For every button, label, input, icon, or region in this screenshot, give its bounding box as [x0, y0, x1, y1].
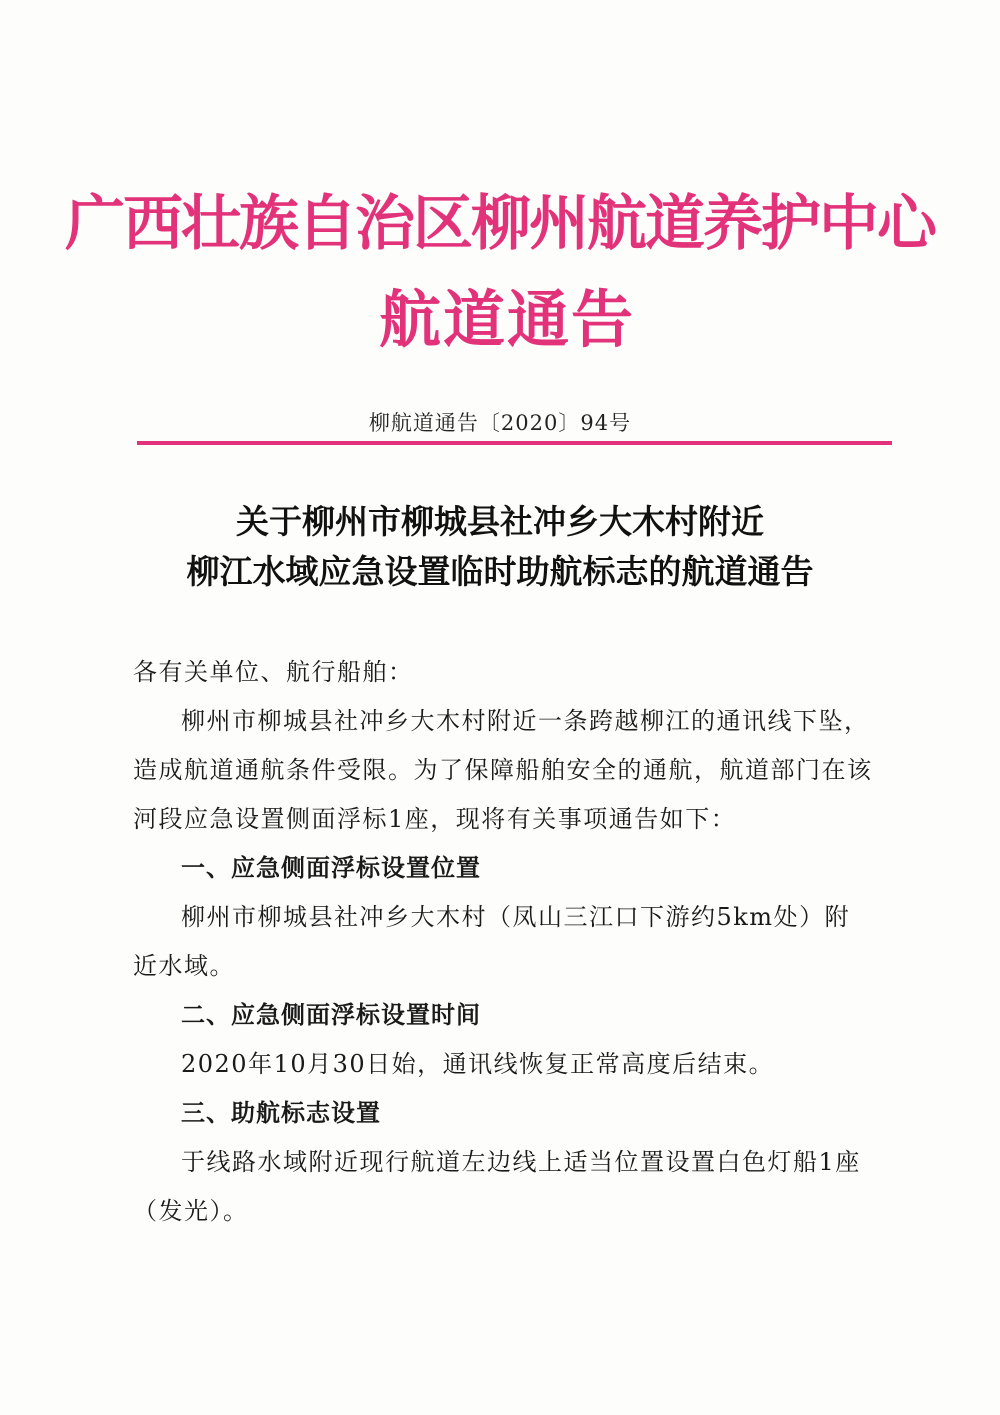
- notice-body: [133, 648, 873, 1236]
- notice-title-line-1: 关于柳州市柳城县社冲乡大木村附近: [236, 502, 764, 541]
- section-1-heading: 一、应急侧面浮标设置位置: [181, 854, 481, 882]
- section-1-text: 柳州市柳城县社冲乡大木村（凤山三江口下游约5km处）附近水域。: [133, 903, 851, 980]
- notice-title: [0, 497, 1000, 597]
- section-3-text: 于线路水域附近现行航道左边线上适当位置设置白色灯船1座（发光）。: [133, 1148, 861, 1225]
- org-title: 广西壮族自治区柳州航道养护中心: [65, 189, 935, 259]
- doc-number: 柳航道通告〔2020〕94号: [368, 411, 632, 435]
- intro-paragraph: 柳州市柳城县社冲乡大木村附近一条跨越柳江的通讯线下坠，造成航道通航条件受限。为了保障船舶安全的通航，航道部门在该河段应急设置侧面浮标1座，现将有关事项通告如下：: [133, 707, 873, 833]
- notice-title-line-2: 柳江水域应急设置临时助航标志的航道通告: [186, 552, 814, 591]
- red-divider: [137, 441, 892, 445]
- section-3-heading: 三、助航标志设置: [181, 1099, 381, 1127]
- addressee: 各有关单位、航行船舶：: [133, 658, 414, 686]
- section-2-heading: 二、应急侧面浮标设置时间: [181, 1001, 481, 1029]
- doc-type-title: 航道通告: [378, 283, 635, 356]
- section-2-text: 2020年10月30日始，通讯线恢复正常高度后结束。: [181, 1050, 775, 1078]
